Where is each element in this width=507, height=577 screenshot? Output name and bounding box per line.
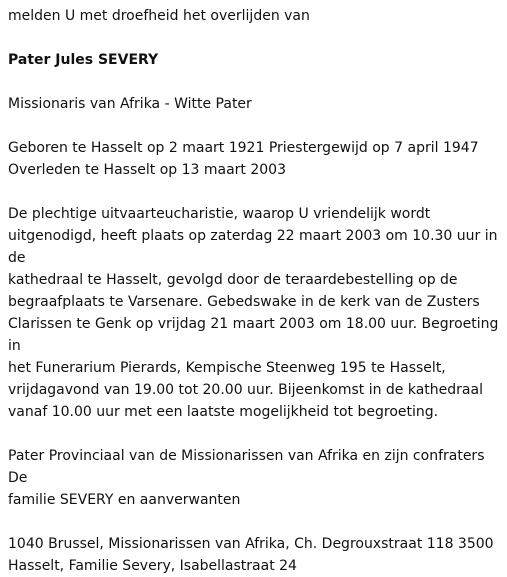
spacer xyxy=(8,71,503,93)
obituary-notice xyxy=(8,5,503,577)
spacer xyxy=(8,511,503,533)
spacer xyxy=(8,181,503,203)
funeral-details: De plechtige uitvaarteucharistie, waarop U vriendelijk wordt uitgenodigd, heeft plaats op zaterdag 22 maart 2003 om 10.30 uur in de kathedraal te Hasselt, gevolgd door de teraardebestelling op de begraafplaats te Varsenare. Gebedswake in de kerk van de Zusters Clarissen te Genk op vrijdag 21 maart 2003 om 18.00 uur. Begroeting in het Funerarium Pierards, Kempische Steenweg 195 te Hasselt, vrijdagavond van 19.00 tot 20.00 uur. Bijeenkomst in de kathedraal vanaf 10.00 uur met een laatste mogelijkheid tot begroeting. xyxy=(8,206,499,420)
spacer xyxy=(8,115,503,137)
intro-text: melden U met droefheid het overlijden van xyxy=(8,8,310,24)
addresses-text: 1040 Brussel, Missionarissen van Afrika, Ch. Degrouxstraat 118 3500 Hasselt, Familie Severy, Isabellastraat 24 xyxy=(8,536,494,574)
family-text: Pater Provinciaal van de Missionarissen van Afrika en zijn confraters De familie SEVERY en aanverwanten xyxy=(8,448,485,508)
life-dates: Geboren te Hasselt op 2 maart 1921 Priestergewijd op 7 april 1947 Overleden te Hasselt op 13 maart 2003 xyxy=(8,140,479,178)
deceased-name: Pater Jules SEVERY xyxy=(8,52,159,68)
spacer xyxy=(8,27,503,49)
spacer xyxy=(8,423,503,445)
role-text: Missionaris van Afrika - Witte Pater xyxy=(8,96,252,112)
